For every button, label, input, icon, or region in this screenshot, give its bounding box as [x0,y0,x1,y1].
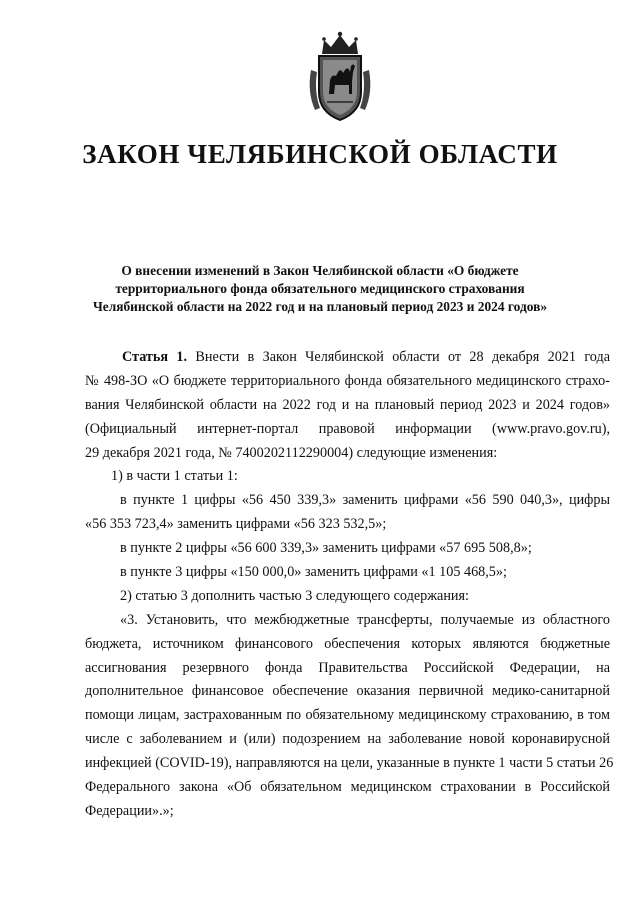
list-item: 2) статью 3 дополнить частью 3 следующего содержания: [120,587,469,604]
text-line: вания Челябинской области на 2022 год и на плановый период 2023 и 2024 годов» [85,396,610,413]
text-line: Федерации».»; [85,802,174,819]
text-line: № 498-ЗО «О бюджете территориального фонда обязательного медицинского страхо- [85,372,610,389]
text-line: «56 353 723,4» заменить цифрами «56 323 532,5»; [85,516,387,533]
subtitle-line: О внесении изменений в Закон Челябинской области «О бюджете [121,263,519,278]
document-body [85,346,614,824]
text-line: (Официальный интернет-портал правовой информации (www.pravo.gov.ru), [85,420,610,437]
article-heading-line [85,346,610,370]
text-line: числе с заболеванием и (или) подозрением на заболевание новой коронавирусной [85,731,610,748]
article-text: Внести в Закон Челябинской области от 28 декабря 2021 года [195,349,611,365]
article-label: Статья 1. [122,349,188,365]
text-line: помощи лицам, застрахованным по обязательному медицинскому страхованию, в том [85,707,610,724]
text-line: 29 декабря 2021 года, № 7400202112290004) следующие изменения: [85,444,498,461]
list-item: в пункте 1 цифры «56 450 339,3» заменить цифрами «56 590 040,3», цифры [120,492,610,509]
text-line: дополнительное финансовое обеспечение оказания первичной медико-санитарной [85,683,610,700]
text-line: ассигнования резервного фонда Правительства Российской Федерации, на [85,659,610,676]
subtitle-line: территориального фонда обязательного медицинского страхования [115,281,525,296]
list-item: в пункте 2 цифры «56 600 339,3» заменить цифрами «57 695 508,8»; [120,540,532,557]
list-item: 1) в части 1 статьи 1: [111,468,238,485]
text-line: Федерального закона «Об обязательном медицинском страховании в Российской [85,779,610,796]
document-title: ЗАКОН ЧЕЛЯБИНСКОЙ ОБЛАСТИ [82,139,558,169]
text-line: инфекцией (COVID-19), направляются на цели, указанные в пункте 1 части 5 статьи 26 [85,755,614,772]
list-item: в пункте 3 цифры «150 000,0» заменить цифрами «1 105 468,5»; [120,564,507,581]
subtitle-line: Челябинской области на 2022 год и на плановый период 2023 и 2024 годов» [92,299,548,314]
text-line: «3. Установить, что межбюджетные трансферты, получаемые из областного [120,611,610,628]
text-line: бюджета, источником финансового обеспечения которых являются бюджетные [85,635,610,652]
document-subtitle [70,262,570,316]
coat-of-arms-emblem [299,30,381,126]
